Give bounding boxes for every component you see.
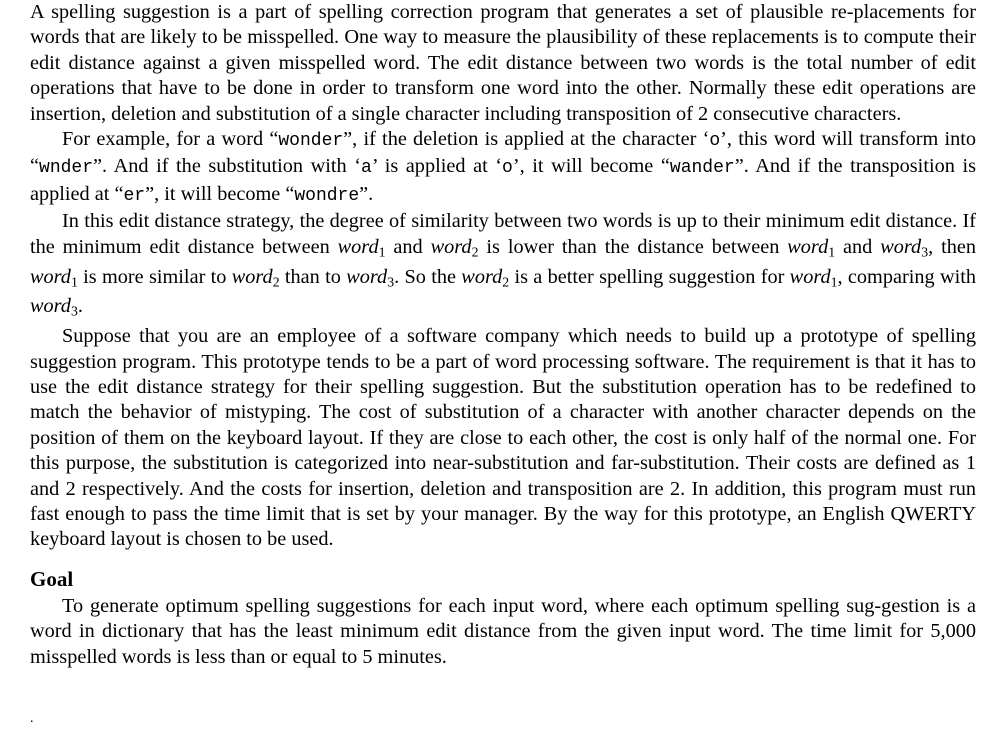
code-token: o <box>709 131 721 152</box>
math-subscript: 1 <box>378 244 386 260</box>
math-subscript: 1 <box>70 273 78 289</box>
math-variable: word$_3$ <box>346 265 395 289</box>
page-footer-mark: . <box>30 711 34 726</box>
math-subscript: 2 <box>502 273 510 289</box>
math-subscript: 3 <box>387 273 395 289</box>
math-subscript: 2 <box>471 244 479 260</box>
math-subscript: 2 <box>272 273 280 289</box>
math-variable: word$_1$ <box>30 265 78 289</box>
code-token: wonder <box>278 131 344 152</box>
code-token: o <box>502 158 513 179</box>
code-token: wnder <box>39 158 94 179</box>
goal-paragraph-container <box>30 594 976 670</box>
math-variable: word$_1$ <box>789 265 838 289</box>
math-variable: word$_2$ <box>231 265 280 289</box>
math-variable: word$_2$ <box>461 265 510 289</box>
math-variable: word$_1$ <box>787 235 836 260</box>
code-token: wondre <box>294 185 360 206</box>
math-subscript: 1 <box>828 244 836 260</box>
paragraph-scenario: Suppose that you are an employee of a software company which needs to build up a prototype of spelling suggestion program. This prototype tends to be a part of word processing software. The requirement is that it has to use the edit distance strategy for their spelling suggestion. But the substitution operation has to be redefined to match the behavior of mistyping. The cost of substitution of a character with another character depends on the position of them on the keyboard layout. If they are close to each other, the cost is only half of the normal one. For this purpose, the substitution is categorized into near-substitution and far-substitution. Their costs are defined as 1 and 2 respectively. And the costs for insertion, deletion and transposition are 2. In addition, this program must run fast enough to pass the time limit that is set by your manager. By the way for this prototype, an English QWERTY keyboard layout is chosen to be used. <box>30 325 976 551</box>
math-variable: word$_1$ <box>337 235 386 260</box>
paragraph-example: For example, for a word “wonder”, if the deletion is applied at the character ‘o’, this word will transform into “wnder”. And if the substitution with ‘a’ is applied at ‘o’, it will become “wander”. And if the transposition is applied at “er”, it will become “wondre”. <box>30 128 977 206</box>
math-subscript: 3 <box>921 244 929 260</box>
code-token: er <box>123 185 146 206</box>
paragraph-list <box>30 0 976 553</box>
paragraph-similarity: In this edit distance strategy, the degree of similarity between two words is up to their minimum edit distance. If the minimum edit distance between word$_1$ and word$_2$ is lower than the distance between word$_1$ and word$_3$, then word$_1$ is more similar to word$_2$ than to word$_3$. So the word$_2$ is a better spelling suggestion for word$_1$, comparing with word$_3$. <box>30 210 977 319</box>
paragraph-goal-body: To generate optimum spelling suggestions for each input word, where each optimum spelling sug-gestion is a word in dictionary that has the least minimum edit distance from the given input word. The time limit for 5,000 misspelled words is less than or equal to 5 minutes. <box>30 594 976 668</box>
section-heading-goal: Goal <box>30 566 74 591</box>
math-subscript: 1 <box>830 273 838 289</box>
code-token: wander <box>669 158 735 179</box>
math-subscript: 3 <box>70 303 78 319</box>
paragraph-intro: A spelling suggestion is a part of spelling correction program that generates a set of plausible re-placements for words that are likely to be misspelled. One way to measure the plausibility of these replacements is to compute their edit distance against a given misspelled word. The edit distance between two words is the total number of edit operations that have to be done in order to transform one word into the other. Normally these edit operations are insertion, deletion and substitution of a single character including transposition of 2 consecutive characters. <box>30 1 976 125</box>
math-variable: word$_2$ <box>430 235 479 260</box>
math-variable: word$_3$ <box>880 235 929 260</box>
math-variable: word$_3$ <box>30 295 78 319</box>
code-token: a <box>361 158 372 179</box>
